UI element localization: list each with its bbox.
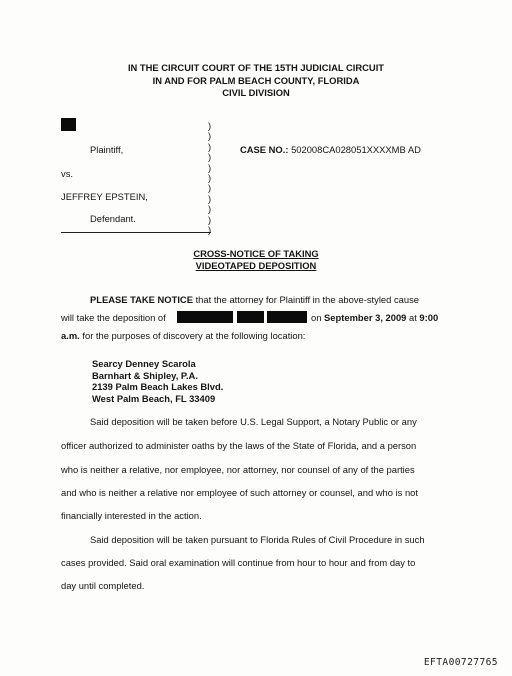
paragraph-3-line: cases provided. Said oral examination will continue from hour to hour and from day to <box>61 557 416 568</box>
plaintiff-label: Plaintiff, <box>90 144 124 155</box>
paragraph-2-line: and who is neither a relative nor employee of such attorney or counsel, and who is not <box>61 487 418 498</box>
document-title-line-2: VIDEOTAPED DEPOSITION <box>195 260 317 271</box>
time-suffix: a.m. <box>61 330 80 341</box>
address-line: 2139 Palm Beach Lakes Blvd. <box>92 381 224 393</box>
redacted-plaintiff-name <box>61 118 76 131</box>
case-number: 502008CA028051XXXXMB AD <box>291 144 421 155</box>
redacted-deponent-name-3 <box>267 311 307 323</box>
court-header <box>0 62 512 100</box>
vs-label: vs. <box>61 168 73 179</box>
paragraph-2-line: officer authorized to administer oaths by the laws of the State of Florida, and a person <box>61 440 417 451</box>
paren: ) <box>208 120 212 131</box>
caption-parentheses <box>208 121 214 235</box>
paren: ) <box>208 140 212 152</box>
court-line-2: IN AND FOR PALM BEACH COUNTY, FLORIDA <box>152 74 360 86</box>
paragraph-2-line: who is neither a relative, nor employee, nor attorney, nor counsel of any of the parties <box>61 464 415 475</box>
case-number-label: CASE NO.: <box>240 144 289 155</box>
paragraph-3-line: Said deposition will be taken pursuant to Florida Rules of Civil Procedure in such <box>90 534 425 545</box>
notice-line-3-text: for the purposes of discovery at the following location: <box>79 330 306 341</box>
bates-number: EFTA00727765 <box>423 657 498 668</box>
address-line: West Palm Beach, FL 33409 <box>92 392 216 404</box>
deposition-time: 9:00 <box>419 312 439 323</box>
notice-line-2-start: will take the deposition of <box>61 312 166 323</box>
redacted-deponent-name-1 <box>177 311 233 323</box>
paren: ) <box>208 192 212 204</box>
paren: ) <box>208 213 212 225</box>
notice-lead: PLEASE TAKE NOTICE <box>90 294 193 305</box>
redacted-deponent-name-2 <box>237 311 264 323</box>
document-title-line-1: CROSS-NOTICE OF TAKING <box>193 248 319 259</box>
caption-underline <box>61 232 211 233</box>
paren: ) <box>208 130 212 142</box>
address-line: Barnhart & Shipley, P.A. <box>92 369 198 381</box>
paren: ) <box>208 203 212 215</box>
notice-line-3 <box>61 330 305 341</box>
paren: ) <box>208 171 212 183</box>
court-line-1: IN THE CIRCUIT COURT OF THE 15TH JUDICIAL CIRCUIT <box>127 62 385 73</box>
paragraph-2-line: financially interested in the action. <box>61 510 202 521</box>
notice-line-1-text: that the attorney for Plaintiff in the above-styled cause <box>192 294 419 305</box>
court-line-3: CIVIL DIVISION <box>222 87 290 98</box>
case-number-line <box>240 144 421 155</box>
deposition-location <box>92 358 223 404</box>
paren: ) <box>208 223 212 235</box>
deposition-date: September 3, 2009 <box>324 312 407 323</box>
notice-at: at <box>406 312 420 323</box>
notice-line-1 <box>90 294 419 305</box>
defendant-label: Defendant. <box>90 213 136 224</box>
paren: ) <box>208 182 212 194</box>
paragraph-3-line: day until completed. <box>61 580 145 591</box>
paragraph-2-line: Said deposition will be taken before U.S. Legal Support, a Notary Public or any <box>90 416 417 427</box>
paren: ) <box>208 151 212 163</box>
paren: ) <box>208 161 212 173</box>
notice-line-2-end <box>311 312 438 323</box>
notice-on: on <box>311 312 325 323</box>
address-line: Searcy Denney Scarola <box>92 358 196 369</box>
defendant-name: JEFFREY EPSTEIN, <box>61 191 148 202</box>
